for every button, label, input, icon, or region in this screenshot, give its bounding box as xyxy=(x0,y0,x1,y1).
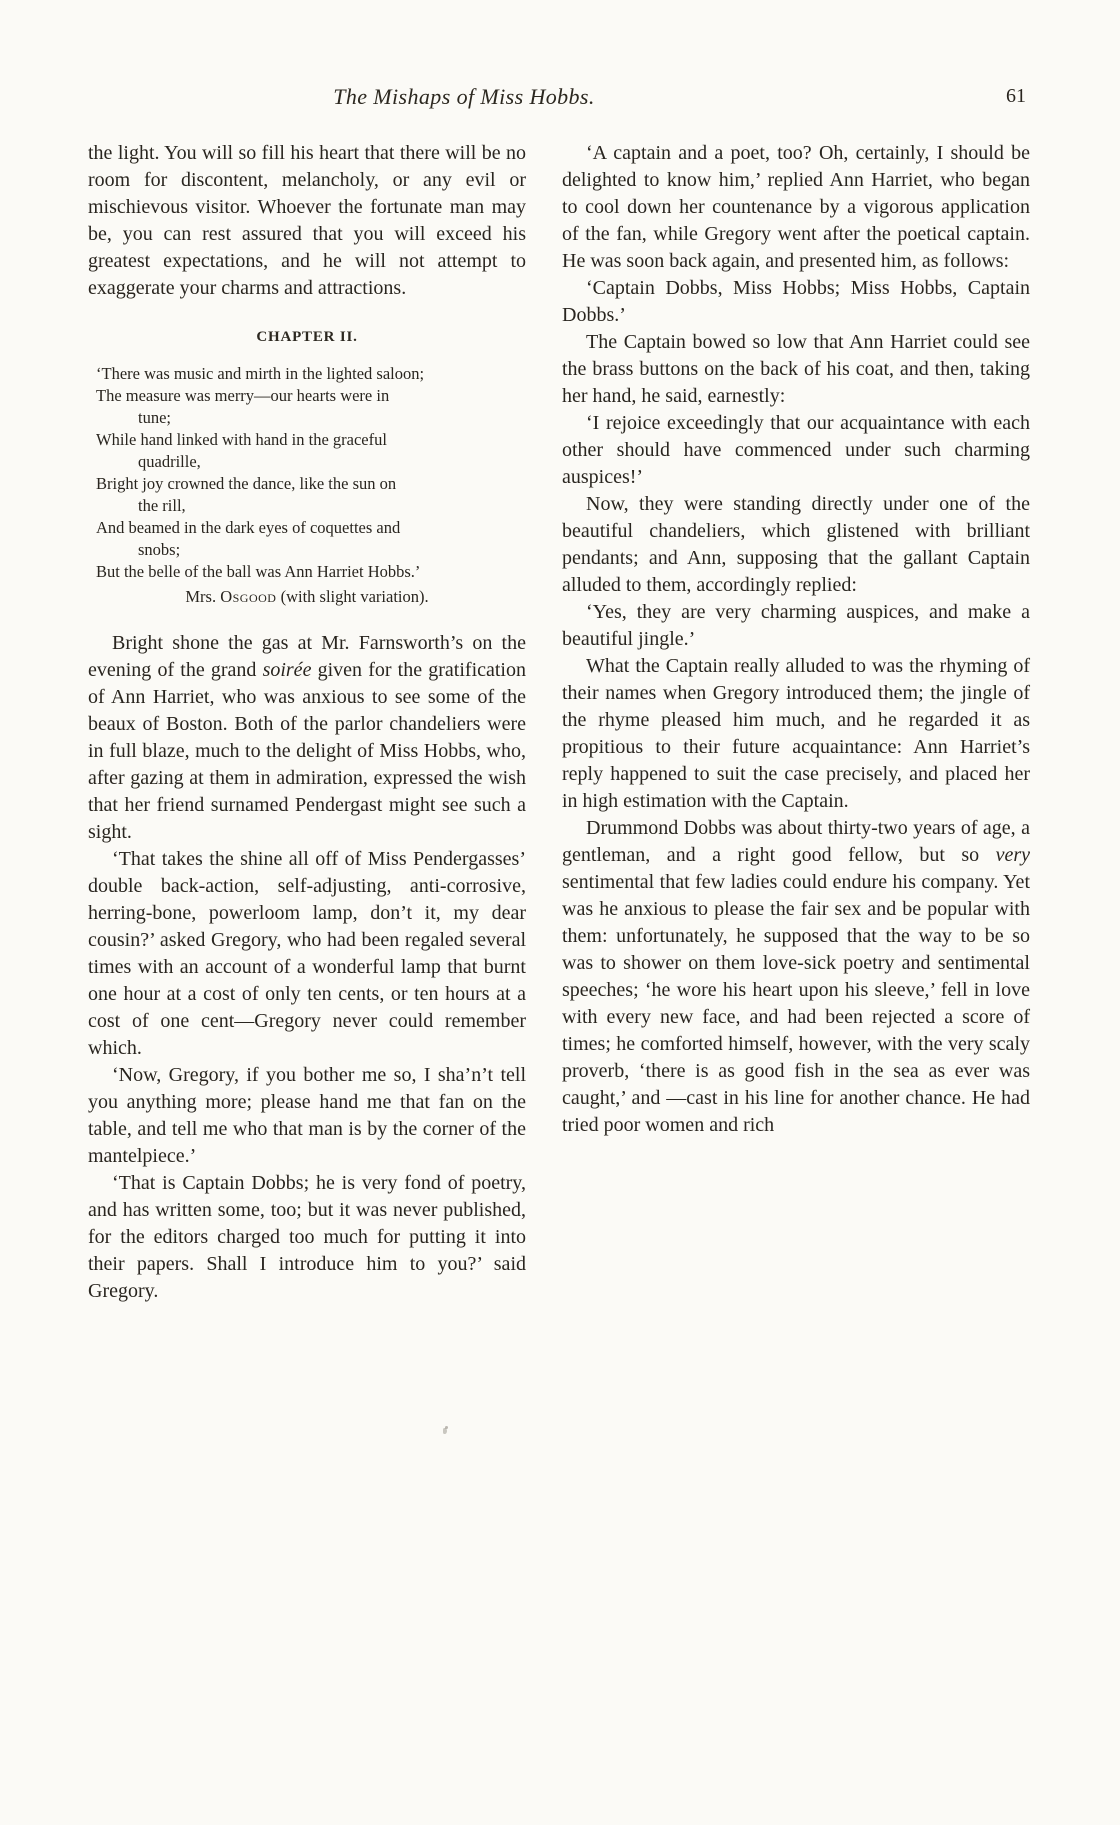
text-columns xyxy=(88,140,1030,1305)
paragraph: ‘Captain Dobbs, Miss Hobbs; Miss Hobbs, Captain Dobbs.’ xyxy=(562,277,1030,326)
verse-line: quadrille, xyxy=(138,452,201,471)
paragraph: ‘That takes the shine all off of Miss Pendergasses’ double back-action, self-adjusting, anti-corrosive, herring-bone, powerloom lamp, don’t it, my dear cousin?’ asked Gregory, who had been regaled several times with an account of a wonderful lamp that burnt one hour at a cost of only ten cents, or ten hours at a cost of one cent—Gregory never could remember which. xyxy=(88,848,526,1059)
left-column xyxy=(88,140,526,1305)
verse-line: tune; xyxy=(138,408,171,427)
verse-line: ‘There was music and mirth in the lighted saloon; xyxy=(96,364,425,383)
paragraph: The Captain bowed so low that Ann Harriet could see the brass buttons on the back of his coat, and then, taking her hand, he said, earnestly: xyxy=(562,331,1030,407)
chapter-heading: CHAPTER II. xyxy=(256,329,358,345)
verse-line: The measure was merry—our hearts were in xyxy=(96,386,390,405)
verse-line: the rill, xyxy=(138,496,186,515)
paragraph: ‘Yes, they are very charming auspices, and make a beautiful jingle.’ xyxy=(562,601,1030,650)
attribution-text: (with slight variation). xyxy=(276,587,429,606)
paragraph-continuation: the light. You will so fill his heart that there will be no room for discontent, melancholy, or any evil or mischievous visitor. Whoever the fortunate man may be, you can rest assured that you will exceed his greatest expectations, and he will not attempt to exaggerate your charms and attractions. xyxy=(88,142,526,299)
right-column xyxy=(562,140,1030,1305)
verse-line: And beamed in the dark eyes of coquettes and xyxy=(96,518,401,537)
verse-line: snobs; xyxy=(138,540,181,559)
verse-attribution xyxy=(88,586,526,608)
paragraph: What the Captain really alluded to was the rhyming of their names when Gregory introduced them; the jingle of the rhyme pleased him much, and he regarded it as propitious to their future acquaintance: Ann Harriet’s reply happened to suit the case precisely, and placed her in high estimation with the Captain. xyxy=(562,655,1030,812)
paragraph xyxy=(562,815,1030,1139)
verse-line: While hand linked with hand in the graceful xyxy=(96,430,387,449)
verse-line: Bright joy crowned the dance, like the sun on xyxy=(96,474,397,493)
paragraph: ‘I rejoice exceedingly that our acquaintance with each other should have commenced under such charming auspices!’ xyxy=(562,412,1030,488)
attribution-text: Mrs. xyxy=(185,587,221,606)
italic-word: very xyxy=(995,844,1030,866)
paragraph: ‘A captain and a poet, too? Oh, certainly, I should be delighted to know him,’ replied Ann Harriet, who began to cool down her countenance by a vigorous application of the fan, while Gregory went after the poetical captain. He was soon back again, and presented him, as follows: xyxy=(562,142,1030,272)
paragraph-text: sentimental that few ladies could endure his company. Yet was he anxious to please the fair sex and be popular with them: unfortunately, he supposed that the way to be so was to shower on them love-sick poetry and sentimental speeches; ‘he wore his heart upon his sleeve,’ fell in love with every new face, and had been rejected a score of times; he comforted himself, however, with the very scaly proverb, ‘there is as good fish in the sea as ever was caught,’ and —cast in his line for another chance. He had tried poor women and rich xyxy=(562,871,1030,1136)
paragraph: ‘That is Captain Dobbs; he is very fond of poetry, and has written some, too; but it was never published, for the editors charged too much for putting it into their papers. Shall I introduce him to you?’ said Gregory. xyxy=(88,1172,526,1302)
attribution-author: Osgood xyxy=(220,587,277,606)
paragraph: ‘Now, Gregory, if you bother me so, I sha’n’t tell you anything more; please hand me that fan on the table, and tell me who that man is by the corner of the mantelpiece.’ xyxy=(88,1064,526,1167)
paragraph-text: Bright shone the gas at Mr. Farnsworth’s on the evening of the grand xyxy=(88,632,526,681)
running-title: The Mishaps of Miss Hobbs. xyxy=(333,84,595,109)
page-header xyxy=(88,84,1030,120)
paragraph-text: given for the gratification of Ann Harriet, who was anxious to see some of the beaux of Boston. Both of the parlor chandeliers were in full blaze, much to the delight of Miss Hobbs, who, after gazing at them in admiration, expressed the wish that her friend surnamed Pendergast might see such a sight. xyxy=(88,659,526,843)
paragraph xyxy=(88,630,526,846)
italic-word: soirée xyxy=(262,659,312,681)
scan-speck xyxy=(443,1428,447,1434)
verse-quote xyxy=(88,363,526,608)
verse-line: But the belle of the ball was Ann Harriet Hobbs.’ xyxy=(96,562,421,581)
paragraph: Now, they were standing directly under one of the beautiful chandeliers, which glistened with brilliant pendants; and Ann, supposing that the gallant Captain alluded to them, accordingly replied: xyxy=(562,493,1030,596)
page-number: 61 xyxy=(1006,85,1026,107)
paragraph-text: Drummond Dobbs was about thirty-two years of age, a gentleman, and a right good fellow, but so xyxy=(562,817,1030,866)
